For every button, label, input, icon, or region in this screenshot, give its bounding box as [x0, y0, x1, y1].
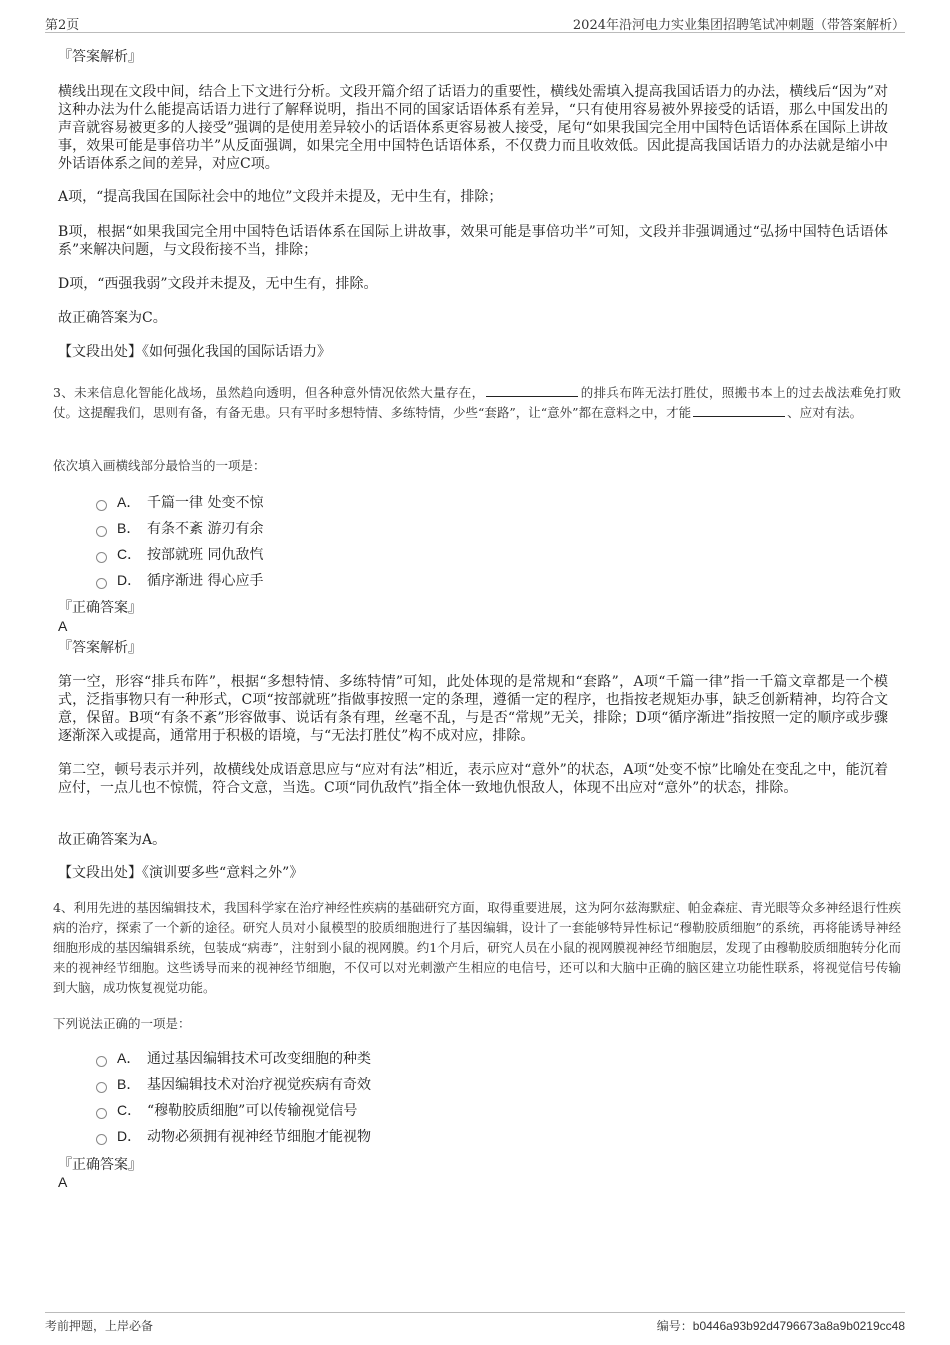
page-footer: [45, 1312, 905, 1333]
q3-option-c[interactable]: C． 按部就班 同仇敌忾: [96, 544, 263, 564]
analysis-paragraph-3: B项，根据“如果我国完全用中国特色话语体系在国际上讲故事，效果可能是事倍功半”可知，文段并非强调通过“弘扬中国特色话语体系”来解决问题，与文段衔接不当，排除；: [58, 224, 888, 258]
analysis-label: 『答案解析』: [58, 49, 142, 65]
conclusion: 故正确答案为A。: [58, 832, 167, 848]
radio-icon[interactable]: [96, 1056, 107, 1067]
q4-option-d[interactable]: D． 动物必须拥有视神经节细胞才能视物: [96, 1126, 371, 1146]
page-number: 第2页: [45, 18, 80, 33]
question-3-prompt: 依次填入画横线部分最恰当的一项是：: [53, 458, 266, 473]
question-3-text: 3、未来信息化智能化战场，虽然趋向透明，但各种意外情况依然大量存在， 的排兵布阵无法打胜仗，照搬书本上的过去战法难免打败仗。这提醒我们，思则有备，有备无患。只有平时多想特情、多练特情，少些“套路”，让“意外”都在意料之中，才能 、应对有法。: [53, 385, 901, 420]
q4-option-b[interactable]: B． 基因编辑技术对治疗视觉疾病有奇效: [96, 1074, 371, 1094]
analysis-paragraph-1: 第一空，形容“排兵布阵”，根据“多想特情、多练特情”可知，此处体现的是常规和“套路”，A项“千篇一律”指一千篇文章都是一个模式，泛指事物只有一种形式，C项“按部就班”指做事按照一定的条理，遵循一定的程序，也指按老规矩办事，缺乏创新精神，均符合文意，保留。B项“有条不紊”形容做事、说话有条有理，丝毫不乱，与是否“常规”无关，排除；D项“循序渐进”指按照一定的顺序或步骤逐渐深入或提高，通常用于积极的语境，与“无法打胜仗”构不成对应，排除。: [58, 674, 888, 744]
analysis-paragraph-4: D项，“西强我弱”文段并未提及，无中生有，排除。: [58, 276, 378, 292]
radio-icon[interactable]: [96, 1108, 107, 1119]
q3-option-d[interactable]: D． 循序渐进 得心应手: [96, 570, 263, 590]
conclusion: 故正确答案为C。: [58, 310, 167, 326]
source: 【文段出处】《演训要多些“意料之外”》: [58, 865, 304, 881]
radio-icon[interactable]: [96, 1082, 107, 1093]
radio-icon[interactable]: [96, 578, 107, 589]
fill-blank: [693, 404, 785, 417]
radio-icon[interactable]: [96, 500, 107, 511]
radio-icon[interactable]: [96, 1134, 107, 1145]
question-4-prompt: 下列说法正确的一项是：: [53, 1016, 191, 1031]
q3-option-b[interactable]: B． 有条不紊 游刃有余: [96, 518, 263, 538]
page-header: [45, 14, 905, 33]
correct-answer-label: 『正确答案』: [58, 1157, 142, 1173]
document-code: 编号：b0446a93b92d4796673a8a9b0219cc48: [656, 1319, 905, 1333]
q4-option-c[interactable]: C． “穆勒胶质细胞”可以传输视觉信号: [96, 1100, 357, 1120]
q4-option-a[interactable]: A． 通过基因编辑技术可改变细胞的种类: [96, 1048, 371, 1068]
analysis-paragraph-2: A项，“提高我国在国际社会中的地位”文段并未提及，无中生有，排除；: [58, 189, 503, 205]
analysis-label: 『答案解析』: [58, 640, 142, 656]
document-title: 2024年沿河电力实业集团招聘笔试冲刺题（带答案解析）: [572, 18, 905, 33]
analysis-paragraph-1: 横线出现在文段中间，结合上下文进行分析。文段开篇介绍了话语力的重要性，横线处需填入提高我国话语力的办法，横线后“因为”对这种办法为什么能提高话语力进行了解释说明，指出不同的国家话语体系有差异，“只有使用容易被外界接受的话语，那么中国发出的声音就容易被更多的人接受”强调的是使用差异较小的话语体系更容易被人接受，尾句“如果我国完全用中国特色话语体系在国际上讲故事，效果可能是事倍功半”从反面强调，如果完全用中国特色话语体系，不仅费力而且收效低。因此提高我国话语力的办法就是缩小中外话语体系之间的差异，对应C项。: [58, 84, 888, 172]
radio-icon[interactable]: [96, 526, 107, 537]
question-4-text: 4、利用先进的基因编辑技术，我国科学家在治疗神经性疾病的基础研究方面，取得重要进展，这为阿尔兹海默症、帕金森症、青光眼等众多神经退行性疾病的治疗，探索了一个新的途径。研究人员对小鼠模型的胶质细胞进行了基因编辑，设计了一套能够特异性标记“穆勒胶质细胞”的系统，再将能诱导神经细胞形成的基因编辑系统，包装成“病毒”，注射到小鼠的视网膜。约1个月后，研究人员在小鼠的视网膜视神经节细胞层，发现了由穆勒胶质细胞转分化而来的视神经节细胞。这些诱导而来的视神经节细胞，不仅可以对光刺激产生相应的电信号，还可以和大脑中正确的脑区建立功能性联系，将视觉信号传输到大脑，成功恢复视觉功能。: [53, 900, 901, 995]
correct-answer-label: 『正确答案』: [58, 600, 142, 616]
source: 【文段出处】《如何强化我国的国际话语力》: [58, 344, 331, 360]
q3-option-a[interactable]: A． 千篇一律 处变不惊: [96, 492, 263, 512]
footer-slogan: 考前押题，上岸必备: [45, 1319, 154, 1333]
radio-icon[interactable]: [96, 552, 107, 563]
fill-blank: [486, 384, 578, 397]
analysis-paragraph-2: 第二空，顿号表示并列，故横线处成语意思应与“应对有法”相近，表示应对“意外”的状态，A项“处变不惊”比喻处在变乱之中，能沉着应付，一点儿也不惊慌，符合文意，当选。C项“同仇敌忾”指全体一致地仇恨敌人，体现不出应对“意外”的状态，排除。: [58, 762, 888, 796]
correct-answer: A: [58, 1174, 68, 1190]
correct-answer: A: [58, 618, 68, 634]
